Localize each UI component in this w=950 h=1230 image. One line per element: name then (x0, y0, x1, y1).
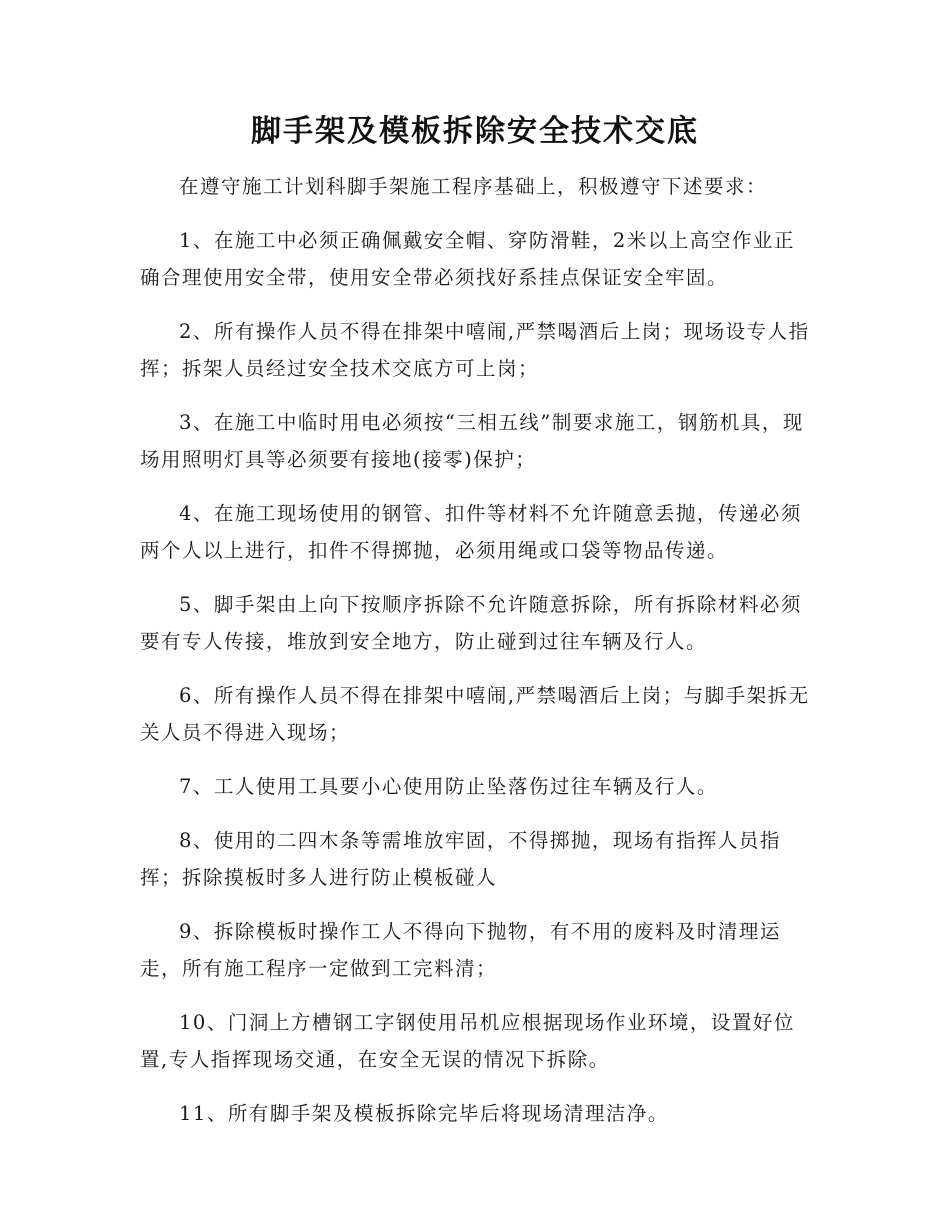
requirement-item-5: 5、脚手架由上向下按顺序拆除不允许随意拆除，所有拆除材料必须要有专人传接，堆放到安全地方，防止碰到过往车辆及行人。 (140, 593, 802, 653)
intro-paragraph: 在遵守施工计划科脚手架施工程序基础上，积极遵守下述要求： (179, 175, 768, 198)
document-title: 脚手架及模板拆除安全技术交底 (251, 114, 699, 149)
requirement-item-9: 9、拆除模板时操作工人不得向下抛物，有不用的废料及时清理运走，所有施工程序一定做到工完料清； (140, 920, 781, 980)
document-body (140, 168, 810, 1132)
requirement-item-10: 10、门洞上方槽钢工字钢使用吊机应根据现场作业环境，设置好位置,专人指挥现场交通，在安全无误的情况下拆除。 (140, 1011, 795, 1071)
requirement-item-7: 7、工人使用工具要小心使用防止坠落伤过往车辆及行人。 (179, 775, 718, 798)
requirement-item-11: 11、所有脚手架及模板拆除完毕后将现场清理洁净。 (179, 1102, 669, 1125)
requirement-item-2: 2、所有操作人员不得在排架中嘻闹,严禁喝酒后上岗；现场设专人指挥；拆架人员经过安全技术交底方可上岗； (140, 320, 810, 380)
requirement-item-3: 3、在施工中临时用电必须按“三相五线”制要求施工，钢筋机具，现场用照明灯具等必须要有接地(接零)保护； (140, 411, 804, 471)
requirement-item-1: 1、在施工中必须正确佩戴安全帽、穿防滑鞋，2米以上高空作业正确合理使用安全带，使用安全带必须找好系挂点保证安全牢固。 (140, 229, 795, 289)
requirement-item-8: 8、使用的二四木条等需堆放牢固，不得掷抛，现场有指挥人员指挥；拆除摸板时多人进行防止模板碰人 (140, 829, 781, 889)
requirement-item-6: 6、所有操作人员不得在排架中嘻闹,严禁喝酒后上岗；与脚手架拆无关人员不得进入现场； (140, 684, 810, 744)
requirement-item-4: 4、在施工现场使用的钢管、扣件等材料不允许随意丢抛，传递必须两个人以上进行，扣件不得掷抛，必须用绳或口袋等物品传递。 (140, 502, 802, 562)
